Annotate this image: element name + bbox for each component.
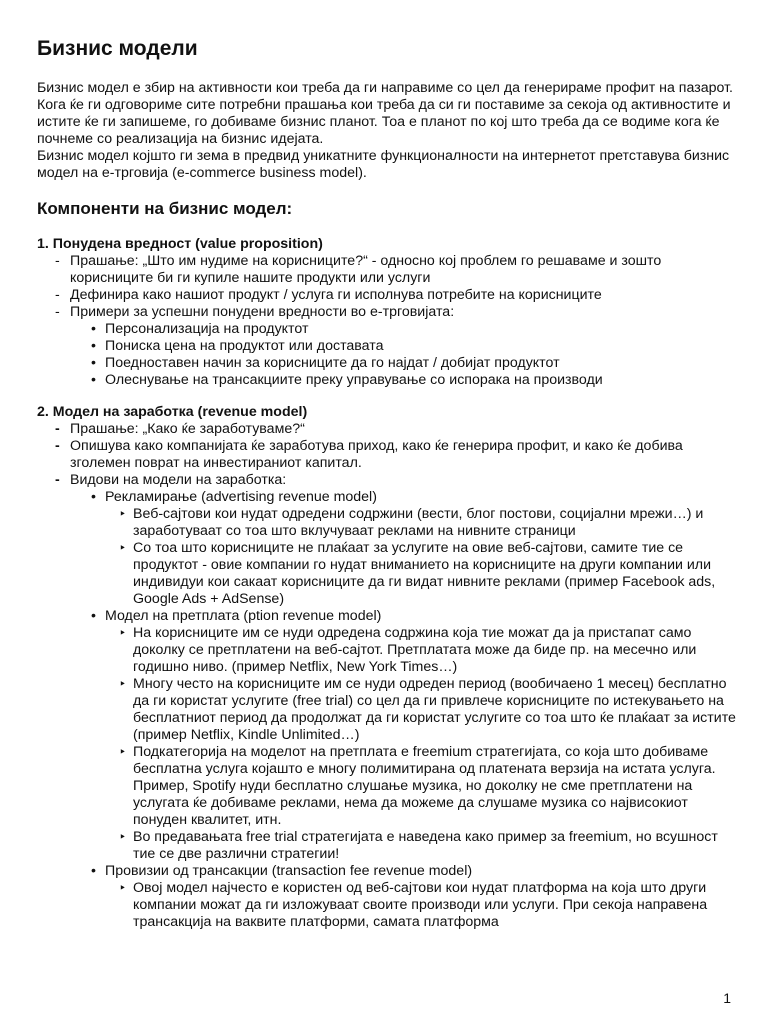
document-page bbox=[37, 36, 737, 946]
intro-paragraph: Бизнис модел којшто ги зема в предвид уникатните функционалности на интернетот претставува бизнис модел на е-трговија (e-commerce business model). bbox=[37, 148, 730, 181]
list-item bbox=[37, 304, 737, 389]
dash-list bbox=[37, 421, 737, 931]
list-item-text: Видови на модели на заработка: bbox=[70, 472, 287, 488]
arrow-item: ‣ Подкатегорија на моделот на претплата е freemium стратегијата, со која што добиваме бесплатна услуга којашто е многу полимитирана од платената верзија на истата услуга. Пример, Spotify нуди бесплатно слушање музика, но доколку не сме претплатени на услугата ќе добиваме реклами, нема да можеме да слушаме музика со највисокиот понуден квалитет, итн. bbox=[117, 744, 737, 829]
intro bbox=[37, 80, 737, 182]
arrow-item: ‣ Овој модел најчесто е користен од веб-сајтови кои нудат платформа на која што други компании можат да ги изложуваат своите производи или услуги. При секоја направена трансакција на ваквите платформи, самата платформа bbox=[117, 880, 737, 931]
list-item: - Дефинира како нашиот продукт / услуга ги исполнува потребите на корисниците bbox=[37, 287, 737, 304]
bullet-label: Рекламирање (advertising revenue model) bbox=[105, 489, 377, 505]
section-title: 1. Понудена вредност (value proposition) bbox=[37, 236, 323, 252]
bullet-item-subscription bbox=[90, 608, 737, 863]
arrow-item: ‣ Веб-сајтови кои нудат одредени содржини (вести, блог постови, социјални мрежи…) и заработуваат со тоа што вклучуваат реклами на нивните страници bbox=[117, 506, 737, 540]
bullet-label: Модел на претплата (ption revenue model) bbox=[105, 608, 382, 624]
bullet-item: • Пониска цена на продуктот или доставата bbox=[90, 338, 737, 355]
arrow-item: ‣ Многу често на корисниците им се нуди одреден период (вообичаено 1 месец) бесплатно да ги користат услугите (free trial) со цел да ги привлече корисниците по истекувањето на бесплатниот период да продолжат да ги користат услугите со тоа што ќе плаќаат за истите (пример Netflix, Kindle Unlimited…) bbox=[117, 676, 737, 744]
arrow-item: ‣ Со тоа што корисниците не плаќаат за услугите на овие веб-сајтови, самите тие се продуктот - овие компании го нудат вниманието на корисниците на други компании или индивидуи кои сакаат корисниците да ги видат нивните реклами (пример Facebook ads, Google Ads + AdSense) bbox=[117, 540, 737, 608]
bullet-item: • Поедноставен начин за корисниците да го најдат / добијат продуктот bbox=[90, 355, 737, 372]
bullet-list bbox=[90, 489, 737, 931]
components-heading: Компоненти на бизнис модел: bbox=[37, 199, 293, 218]
section-revenue-model bbox=[37, 404, 737, 931]
list-item-text: Примери за успешни понудени вредности во е-трговијата: bbox=[70, 304, 455, 320]
section-value-proposition bbox=[37, 236, 737, 389]
bullet-item: • Персонализација на продуктот bbox=[90, 321, 737, 338]
dash-list bbox=[37, 253, 737, 389]
intro-paragraph: Бизнис модел е збир на активности кои треба да ги направиме со цел да генерираме профит на пазарот. bbox=[37, 80, 733, 96]
page-number: 1 bbox=[723, 990, 731, 1006]
bullet-item-advertising bbox=[90, 489, 737, 608]
list-item: - Прашање: „Што им нудиме на корисниците?“ - односно кој проблем го решаваме и зошто корисниците би ги купиле нашите продукти или услуги bbox=[37, 253, 737, 287]
bullet-list bbox=[90, 321, 737, 389]
list-item: - Прашање: „Како ќе заработуваме?“ bbox=[37, 421, 737, 438]
arrow-list bbox=[117, 506, 737, 608]
arrow-list bbox=[117, 880, 737, 931]
bullet-label: Провизии од трансакции (transaction fee revenue model) bbox=[105, 863, 473, 879]
list-item: - Опишува како компанијата ќе заработува приход, како ќе генерира профит, и како ќе добива зголемен поврат на инвестираниот капитал. bbox=[37, 438, 737, 472]
arrow-list bbox=[117, 625, 737, 863]
list-item bbox=[37, 472, 737, 931]
intro-paragraph: Кога ќе ги одговориме сите потребни прашања кои треба да си ги поставиме за секоја од активностите и истите ќе ги запишеме, го добиваме бизнис планот. Тоа е планот по кој што треба да се водиме кога ќе почнеме со реализација на бизнис идејата. bbox=[37, 97, 731, 147]
arrow-item: ‣ На корисниците им се нуди одредена содржина која тие можат да ја пристапат само доколку се претплатени на веб-сајтот. Претплатата може да биде пр. на месечно или годишно ниво. (пример Netflix, New York Times…) bbox=[117, 625, 737, 676]
page-title: Бизнис модели bbox=[37, 37, 198, 60]
bullet-item: • Олеснување на трансакциите преку управување со испорака на производи bbox=[90, 372, 737, 389]
bullet-item-transaction bbox=[90, 863, 737, 931]
section-title: 2. Модел на заработка (revenue model) bbox=[37, 404, 308, 420]
arrow-item: ‣ Во предавањата free trial стратегијата е наведена како пример за freemium, но всушност тие се две различни стратегии! bbox=[117, 829, 737, 863]
